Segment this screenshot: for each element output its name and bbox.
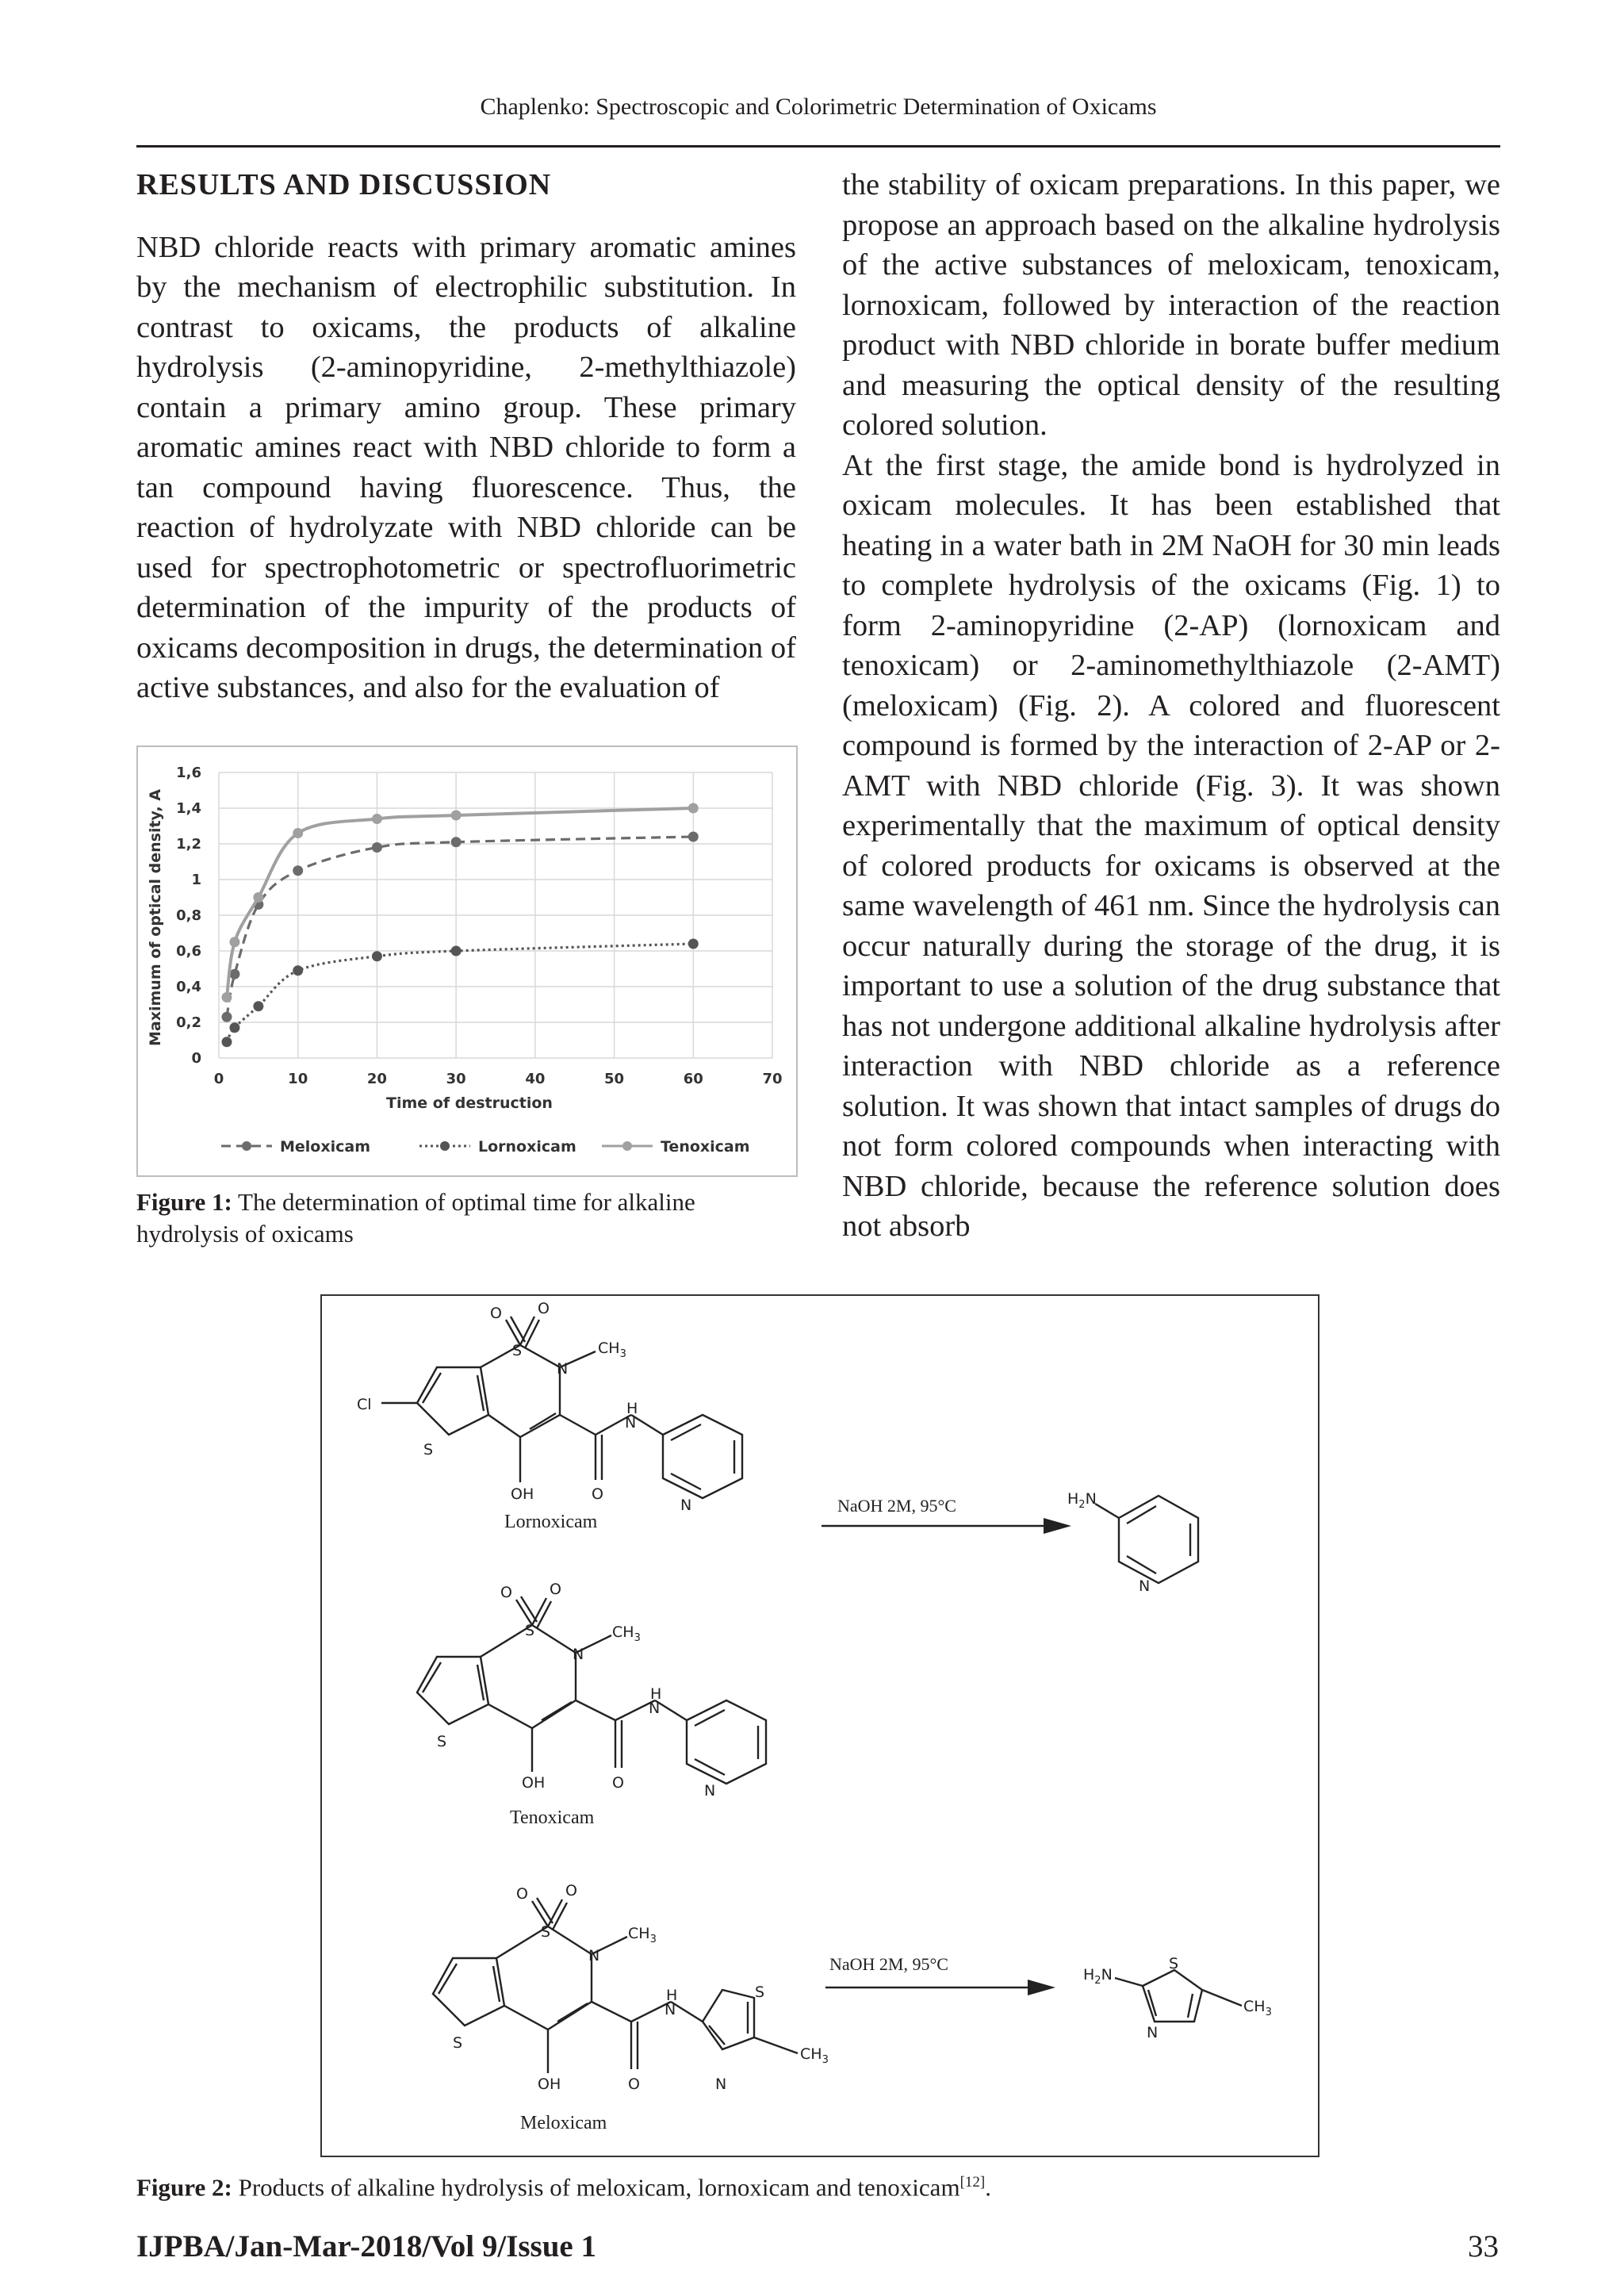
svg-text:OH: OH [522, 1774, 546, 1792]
figure-2-caption-end: . [985, 2173, 991, 2202]
page-number: 33 [1468, 2229, 1499, 2263]
svg-text:S: S [541, 1923, 551, 1941]
legend-label: Lornoxicam [478, 1138, 576, 1156]
right-column [842, 165, 1500, 1247]
tenoxicam-structure [417, 1596, 766, 1784]
y-tick-label: 1,2 [176, 836, 201, 853]
figure-2-caption [136, 2167, 1500, 2203]
x-tick-label: 70 [762, 1071, 783, 1087]
svg-text:N: N [1139, 1577, 1151, 1595]
svg-text:H: H [650, 1685, 662, 1703]
svg-text:S: S [423, 1441, 434, 1458]
aminomethylthiazole-structure [1115, 1970, 1242, 2022]
svg-text:O: O [500, 1584, 512, 1601]
svg-text:S: S [437, 1733, 447, 1750]
data-point-meloxicam [221, 1012, 232, 1022]
svg-text:OH: OH [538, 2076, 561, 2093]
data-point-meloxicam [688, 832, 699, 842]
y-tick-label: 0,6 [176, 943, 201, 960]
data-point-lornoxicam [372, 951, 382, 961]
running-title: Chaplenko: Spectroscopic and Colorimetric Determination of Oxicams [480, 94, 1157, 120]
figure-2-diagram [320, 1294, 1320, 2157]
legend-swatch-marker [622, 1141, 632, 1151]
svg-text:S: S [453, 2034, 463, 2052]
svg-text:N: N [715, 2076, 727, 2093]
section-heading: RESULTS AND DISCUSSION [136, 168, 552, 201]
data-point-tenoxicam [221, 992, 232, 1002]
svg-text:N: N [665, 2001, 676, 2018]
data-point-tenoxicam [372, 814, 382, 824]
y-tick-label: 1,4 [176, 800, 201, 817]
svg-text:H: H [626, 1400, 638, 1417]
x-tick-label: 0 [213, 1071, 224, 1087]
svg-text:CH3: $CH_3$ [598, 1340, 626, 1360]
figure-2-caption-label: Figure 2: [136, 2173, 232, 2202]
data-point-meloxicam [451, 837, 462, 847]
data-point-tenoxicam [253, 892, 263, 903]
svg-text:H: H [666, 1987, 678, 2004]
data-point-lornoxicam [451, 946, 462, 956]
svg-text:O: O [490, 1305, 502, 1322]
y-tick-label: 0,4 [176, 979, 201, 995]
series-line-meloxicam [227, 837, 693, 1017]
x-tick-label: 60 [683, 1071, 703, 1087]
svg-text:N: N [680, 1497, 692, 1514]
figure-1-caption-text: The determination of optimal time for alkaline hydrolysis of oxicams [136, 1188, 695, 1248]
figure-2-caption-ref: [12] [959, 2174, 986, 2191]
data-point-meloxicam [372, 842, 382, 853]
data-point-lornoxicam [221, 1037, 232, 1047]
x-axis-label: Time of destruction [386, 1094, 553, 1112]
svg-text:N: N [557, 1360, 569, 1378]
legend-swatch-marker [242, 1141, 251, 1151]
figure-1-caption-label: Figure 1: [136, 1188, 232, 1216]
lornoxicam-label: Lornoxicam [504, 1512, 598, 1532]
y-tick-label: 1,6 [176, 765, 201, 781]
journal-footer: IJPBA/Jan-Mar-2018/Vol 9/Issue 1 [136, 2229, 596, 2263]
svg-text:CH3: $CH_3$ [1243, 1998, 1272, 2018]
svg-text:O: O [628, 2076, 640, 2093]
legend-swatch-marker [440, 1141, 450, 1151]
svg-text:CH3: $CH_3$ [612, 1623, 641, 1644]
x-tick-label: 40 [525, 1071, 546, 1087]
data-point-tenoxicam [451, 811, 462, 821]
svg-text:CH3: $CH_3$ [628, 1925, 657, 1945]
legend-label: Tenoxicam [661, 1138, 750, 1156]
y-tick-label: 1 [191, 872, 201, 888]
svg-text:Cl: Cl [357, 1396, 372, 1413]
lornoxicam-structure [381, 1317, 742, 1498]
left-column [136, 165, 796, 708]
data-point-lornoxicam [253, 1001, 263, 1011]
y-tick-label: 0,8 [176, 907, 201, 924]
figure-1-caption [136, 1186, 796, 1250]
data-point-lornoxicam [293, 965, 303, 976]
svg-text:O: O [612, 1774, 624, 1792]
svg-text:S: S [512, 1342, 523, 1359]
svg-text:N: N [649, 1700, 661, 1717]
reaction-condition-2: NaOH 2M, 95°C [829, 1954, 948, 1974]
data-point-tenoxicam [229, 937, 239, 947]
svg-text:N: N [1147, 2024, 1159, 2041]
chart-svg [138, 747, 796, 1175]
svg-text:O: O [565, 1882, 577, 1899]
x-tick-label: 20 [366, 1071, 387, 1087]
svg-text:S: S [1169, 1955, 1179, 1972]
y-axis-label: Maximum of optical density, A [147, 789, 164, 1046]
x-tick-label: 50 [604, 1071, 625, 1087]
arrow-icon [1028, 1980, 1055, 1995]
svg-text:N: N [588, 1947, 600, 1964]
x-tick-label: 10 [288, 1071, 308, 1087]
legend-label: Meloxicam [280, 1138, 371, 1156]
y-tick-label: 0 [191, 1050, 201, 1067]
data-point-lornoxicam [229, 1022, 239, 1033]
tenoxicam-label: Tenoxicam [510, 1807, 595, 1828]
svg-text:O: O [550, 1581, 561, 1598]
svg-text:H2N: $H_2N$ [1067, 1490, 1097, 1511]
svg-text:H2N: $H_2N$ [1083, 1966, 1113, 1987]
svg-text:S: S [525, 1622, 535, 1639]
right-paragraph-1: the stability of oxicam preparations. In this paper, we propose an approach based on the alkaline hydrolysis of the active substances of meloxicam, tenoxicam, lornoxicam, followed by interaction of the reaction product with NBD chloride in borate buffer medium and measuring the optical density of the resulting colored solution. [842, 168, 1500, 442]
data-point-tenoxicam [293, 828, 303, 838]
meloxicam-structure [433, 1898, 798, 2073]
svg-text:CH3: $CH_3$ [800, 2045, 829, 2066]
svg-text:O: O [592, 1485, 603, 1503]
right-paragraph-2: At the first stage, the amide bond is hydrolyzed in oxicam molecules. It has been established that heating in a water bath in 2M NaOH for 30 min leads to complete hydrolysis of the oxicams (Fig. 1) to form 2-aminopyridine (2-AP) (lornoxicam and tenoxicam) or 2-aminomethylthiazole (2-AMT) (meloxicam) (Fig. 2). A colored and fluorescent compound is formed by the interaction of 2-AP or 2-AMT with NBD chloride (Fig. 3). It was shown experimentally that the maximum of optical density of colored products for oxicams is observed at the same wavelength of 461 nm. Since the hydrolysis can occur naturally during the storage of the drug, it is important to use a solution of the drug substance that has not undergone additional alkaline hydrolysis after interaction with NBD chloride as a reference solution. It was shown that intact samples of drugs do not form colored compounds when interacting with NBD chloride, because the reference solution does not absorb [842, 448, 1500, 1243]
reaction-condition-1: NaOH 2M, 95°C [837, 1496, 956, 1516]
svg-text:O: O [538, 1300, 550, 1317]
arrow-icon [1044, 1518, 1071, 1534]
svg-text:OH: OH [511, 1485, 534, 1503]
data-point-tenoxicam [688, 803, 699, 814]
figure-1-chart [136, 746, 798, 1177]
svg-text:N: N [573, 1646, 584, 1663]
svg-text:N: N [704, 1782, 716, 1800]
svg-text:S: S [755, 1984, 765, 2001]
x-tick-label: 30 [446, 1071, 466, 1087]
meloxicam-label: Meloxicam [520, 2113, 607, 2133]
y-tick-label: 0,2 [176, 1014, 201, 1031]
aminopyridine-structure [1095, 1496, 1198, 1583]
left-paragraph: NBD chloride reacts with primary aromatic amines by the mechanism of electrophilic substitution. In contrast to oxicams, the products of alkaline hydrolysis (2-aminopyridine, 2-methylthiazole) contain a primary amino group. These primary aromatic amines react with NBD chloride to form a tan compound having fluorescence. Thus, the reaction of hydrolyzate with NBD chloride can be used for spectrophotometric or spectrofluorimetric determination of the impurity of the products of oxicams decomposition in drugs, the determination of active substances, and also for the evaluation of [136, 230, 796, 704]
svg-text:N: N [625, 1414, 637, 1432]
header-rule [136, 145, 1500, 148]
data-point-lornoxicam [688, 939, 699, 949]
figure-2-caption-text: Products of alkaline hydrolysis of meloxicam, lornoxicam and tenoxicam [232, 2173, 960, 2202]
data-point-meloxicam [293, 865, 303, 876]
svg-text:O: O [516, 1885, 528, 1903]
series-line-lornoxicam [227, 944, 693, 1042]
